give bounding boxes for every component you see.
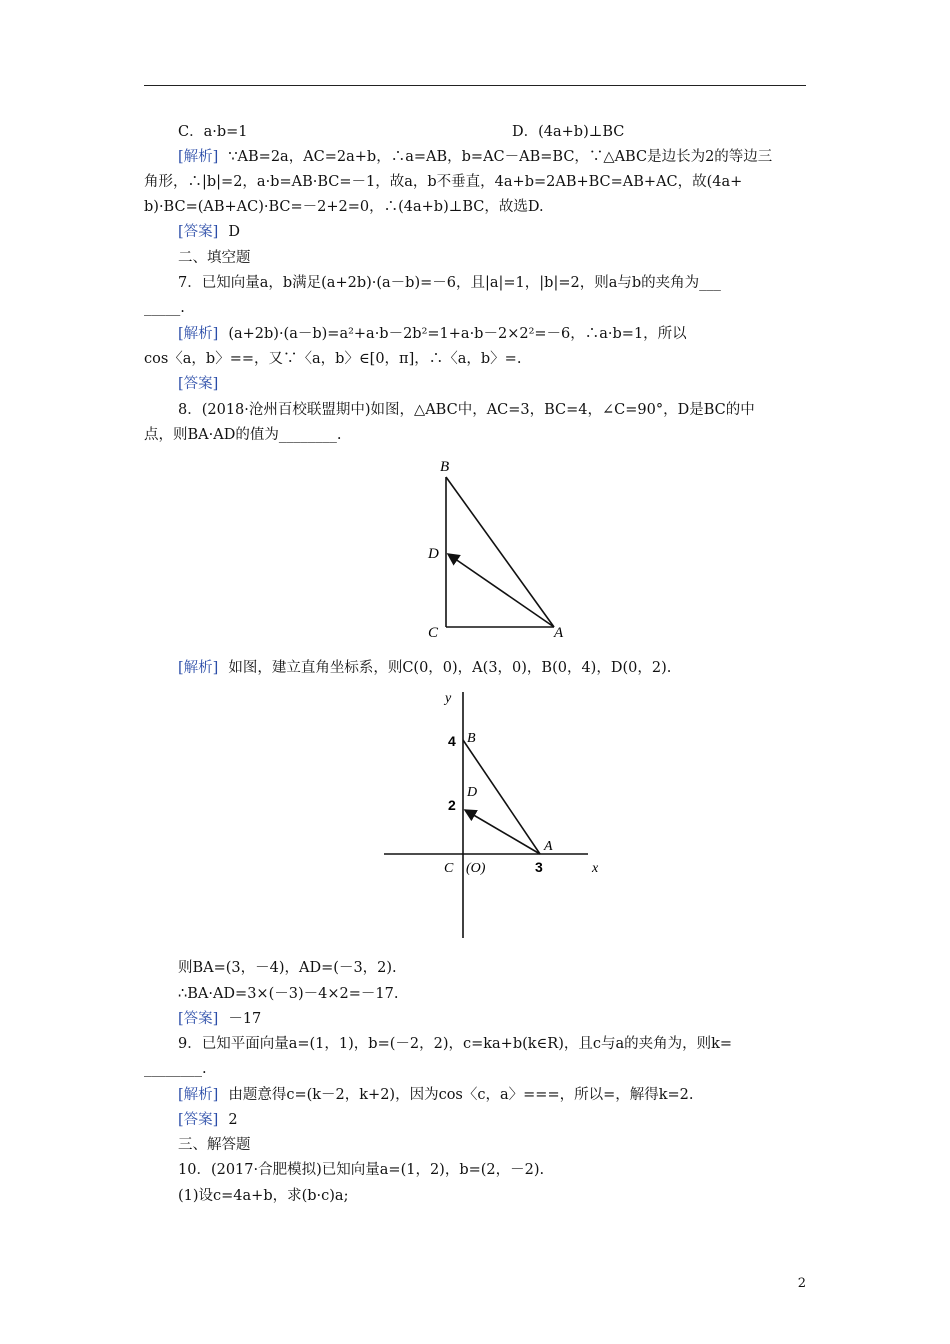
answer-line: [答案] 2 (178, 1112, 238, 1128)
analysis-tag: [解析] (178, 149, 219, 165)
question-8: 8．(2018·沧州百校联盟期中)如图，△ABC中，AC=3，BC=4，∠C=90°，D是BC的中 (178, 402, 755, 418)
solution-line: 则BA=(3，－4)，AD=(－3，2). (178, 960, 397, 976)
label-d: D (467, 785, 478, 800)
label-a: A (554, 625, 564, 641)
tick-4: 4 (448, 733, 456, 749)
question-9: ________. (144, 1061, 207, 1077)
analysis-line: [解析] 由题意得c=(k－2，k+2)，因为cos〈c，a〉===，所以=，解得k=2. (178, 1087, 694, 1103)
label-b: B (467, 731, 476, 746)
header-rule (144, 85, 806, 86)
option-d: D．(4a+b)⊥BC (512, 124, 625, 140)
axis-label-y: y (445, 691, 452, 706)
question-10: (1)设c=4a+b，求(b·c)a; (178, 1188, 349, 1204)
segment-ab (446, 477, 554, 627)
analysis-line: [解析] 如图，建立直角坐标系，则C(0，0)，A(3，0)，B(0，4)，D(0，2). (178, 660, 672, 676)
tick-2: 2 (448, 797, 456, 813)
label-origin: (O) (466, 861, 486, 876)
section-heading: 二、填空题 (178, 250, 251, 266)
answer-tag: [答案] (178, 1112, 219, 1128)
solution-line: ∴BA·AD=3×(－3)－4×2=－17. (178, 986, 399, 1002)
question-9: 9．已知平面向量a=(1，1)，b=(－2，2)，c=ka+b(k∈R)，且c与a的夹角为，则k= (178, 1036, 733, 1052)
analysis-tag: [解析] (178, 326, 219, 342)
question-10: 10．(2017·合肥模拟)已知向量a=(1，2)，b=(2，－2). (178, 1162, 545, 1178)
label-b: B (440, 459, 450, 475)
vector-ad (465, 810, 540, 854)
page-number: 2 (797, 1276, 806, 1291)
analysis-line: [解析] (a+2b)·(a－b)=a²+a·b－2b²=1+a·b－2×2²=－6，∴a·b=1，所以 (178, 326, 687, 342)
vector-ad (448, 554, 554, 627)
axis-label-x: x (592, 861, 599, 876)
tick-3: 3 (535, 859, 543, 875)
label-c: C (428, 625, 439, 641)
question-7: _____. (144, 300, 185, 316)
answer-tag: [答案] (178, 376, 219, 392)
analysis-line: [解析] ∵AB=2a，AC=2a+b，∴a=AB，b=AC－AB=BC，∵△ABC是边长为2的等边三 (178, 149, 773, 165)
option-c: C．a·b=1 (178, 124, 248, 140)
answer-line: [答案] －17 (178, 1011, 262, 1027)
analysis-line: 角形，∴|b|=2，a·b=AB·BC=－1，故a，b不垂直，4a+b=2AB+BC=AB+AC，故(4a+ (144, 174, 743, 190)
coordinate-figure (382, 686, 612, 942)
triangle-figure (420, 455, 580, 645)
analysis-tag: [解析] (178, 1087, 219, 1103)
section-heading: 三、解答题 (178, 1137, 251, 1153)
label-c: C (444, 861, 454, 876)
label-a: A (544, 839, 553, 854)
question-8: 点，则BA·AD的值为________. (144, 427, 342, 443)
answer-tag: [答案] (178, 1011, 219, 1027)
question-7: 7．已知向量a，b满足(a+2b)·(a－b)=－6，且|a|=1，|b|=2，则a与b的夹角为___ (178, 275, 721, 291)
analysis-line: b)·BC=(AB+AC)·BC=－2+2=0，∴(4a+b)⊥BC，故选D. (144, 199, 544, 215)
analysis-line: cos〈a，b〉==，又∵〈a，b〉∈[0，π]，∴〈a，b〉=. (144, 351, 522, 367)
label-d: D (428, 546, 439, 562)
answer-line: [答案] D (178, 224, 240, 240)
analysis-tag: [解析] (178, 660, 219, 676)
answer-line (178, 374, 218, 394)
answer-tag: [答案] (178, 224, 219, 240)
